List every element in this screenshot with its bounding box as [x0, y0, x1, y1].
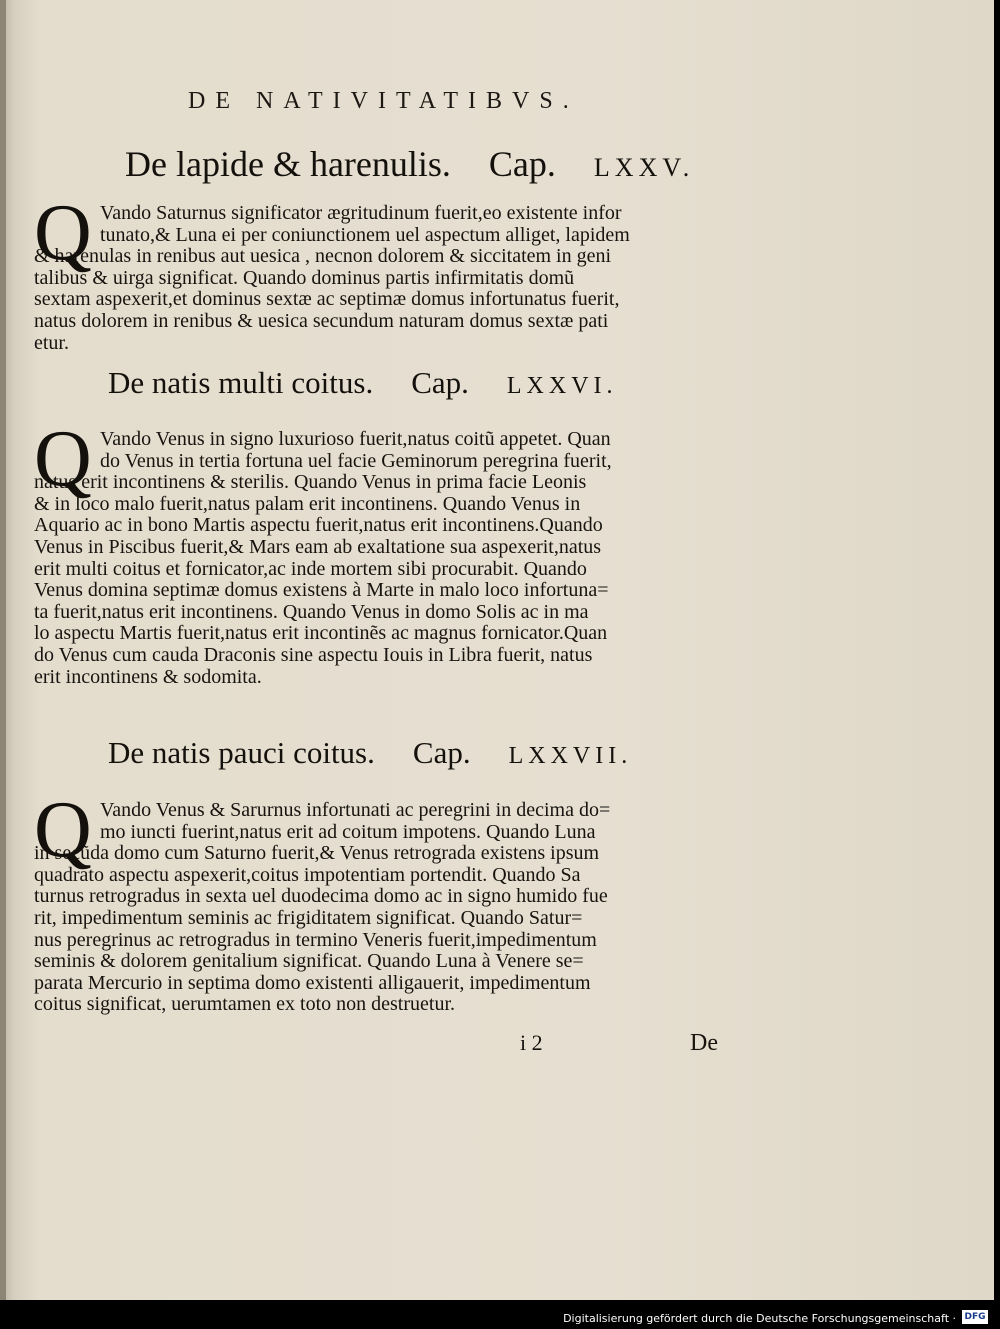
text-line: do Venus in tertia fortuna uel facie Geminorum peregrina fuerit, — [100, 449, 612, 472]
catchword: De — [690, 1030, 718, 1056]
chapter-cap: Cap. — [411, 365, 469, 400]
text-line: rit, impedimentum seminis ac frigiditatem significat. Quando Satur= — [34, 906, 583, 929]
text-line: etur. — [34, 331, 69, 354]
chapter-heading-76 — [108, 365, 618, 401]
text-line: sextam aspexerit,et dominus sextæ ac septimæ domus infortunatus fuerit, — [34, 288, 620, 311]
text-line: erit incontinens & sodomita. — [34, 665, 262, 688]
chapter-77-text — [34, 786, 724, 1016]
chapter-title: De natis multi coitus. — [108, 365, 374, 400]
chapter-76-text — [34, 415, 724, 688]
text-line: natus erit incontinens & sterilis. Quando Venus in prima facie Leonis — [34, 471, 587, 494]
chapter-heading-75 — [125, 143, 694, 185]
text-line: coitus significat, uerumtamen ex toto non destruetur. — [34, 993, 456, 1016]
text-line: parata Mercurio in septima domo existenti alligauerit, impedimentum — [34, 971, 591, 994]
drop-capital: Q — [34, 189, 92, 277]
chapter-number: LXXV. — [593, 153, 695, 182]
text-line: do Venus cum cauda Draconis sine aspectu Iouis in Libra fuerit, natus — [34, 643, 593, 666]
chapter-title: De lapide & harenulis. — [125, 144, 451, 184]
text-line: lo aspectu Martis fuerit,natus erit incontinẽs ac magnus fornicator.Quan — [34, 622, 608, 645]
chapter-75-text — [34, 189, 724, 354]
chapter-number: LXXVII. — [508, 743, 633, 769]
text-line: natus dolorem in renibus & uesica secundum naturam domus sextæ pati — [34, 309, 609, 332]
text-line: seminis & dolorem genitalium significat. Quando Luna à Venere se= — [34, 950, 584, 973]
text-line: Vando Venus & Sarurnus infortunati ac peregrini in decima do= — [100, 799, 611, 821]
text-line: mo iuncti fuerint,natus erit ad coitum impotens. Quando Luna — [100, 820, 596, 843]
text-line: ta fuerit,natus erit incontinens. Quando Venus in domo Solis ac in ma — [34, 600, 589, 623]
chapter-cap: Cap. — [488, 144, 556, 184]
signature-mark: i 2 — [520, 1030, 543, 1055]
text-line: Venus in Piscibus fuerit,& Mars eam ab exaltatione sua aspexerit,natus — [34, 535, 602, 558]
running-head: DE NATIVITATIBVS. — [188, 88, 579, 114]
text-line: in secũda domo cum Saturno fuerit,& Venus retrograda existens ipsum — [34, 842, 600, 865]
text-line: & in loco malo fuerit,natus palam erit incontinens. Quando Venus in — [34, 492, 581, 515]
text-line: quadrato aspectu aspexerit,coitus impotentiam portendit. Quando Sa — [34, 863, 581, 886]
text-line: talibus & uirga significat. Quando dominus partis infirmitatis domũ — [34, 266, 575, 289]
text-line: Venus domina septimæ domus existens à Marte in malo loco infortuna= — [34, 579, 609, 602]
text-line: nus peregrinus ac retrogradus in termino Veneris fuerit,impedimentum — [34, 928, 597, 951]
text-line: erit multi coitus et fornicator,ac inde mortem sibi procurabit. Quando — [34, 557, 587, 580]
text-line: & harenulas in renibus aut uesica , necnon dolorem & siccitatem in geni — [34, 245, 612, 268]
drop-capital: Q — [34, 786, 92, 874]
text-line: Vando Venus in signo luxurioso fuerit,natus coitũ appetet. Quan — [100, 428, 611, 450]
chapter-number: LXXVI. — [506, 373, 618, 399]
chapter-cap: Cap. — [412, 735, 471, 770]
text-line: turnus retrogradus in sexta uel duodecima domo ac in signo humido fue — [34, 885, 608, 908]
text-line: Vando Saturnus significator ægritudinum fuerit,eo existente infor — [100, 202, 622, 224]
drop-capital: Q — [34, 415, 92, 503]
chapter-heading-77 — [108, 735, 632, 771]
digitization-credit: Digitalisierung gefördert durch die Deutsche Forschungsgemeinschaft · — [563, 1312, 956, 1325]
text-line: Aquario ac in bono Martis aspectu fuerit,natus erit incontinens.Quando — [34, 514, 603, 537]
page-gutter-edge — [0, 0, 6, 1300]
text-line: tunato,& Luna ei per coniunctionem uel aspectum alliget, lapidem — [100, 223, 630, 246]
chapter-title: De natis pauci coitus. — [108, 735, 375, 770]
dfg-logo-icon: DFG — [962, 1310, 988, 1324]
